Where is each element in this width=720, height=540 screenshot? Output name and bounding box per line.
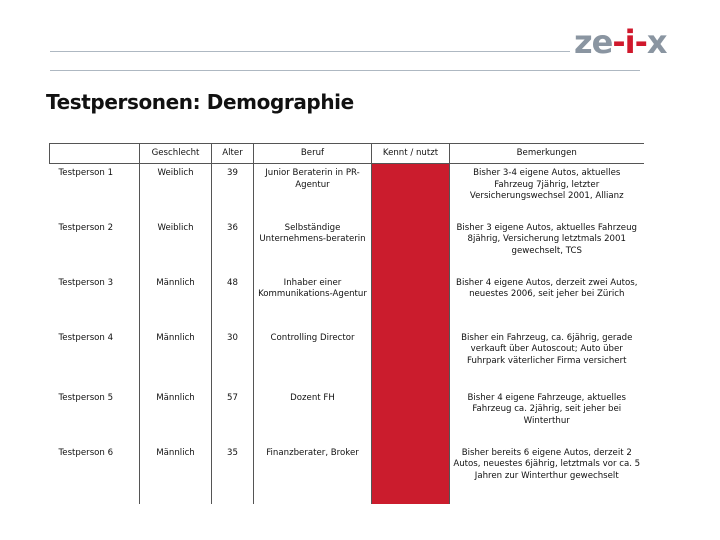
row-person: Testperson 5: [50, 389, 140, 444]
row-gender: Männlich: [140, 329, 212, 389]
demographics-table: [49, 143, 644, 504]
row-gender: Weiblich: [140, 219, 212, 274]
table-row: [50, 274, 644, 329]
row-person: Testperson 1: [50, 164, 140, 219]
table-header-row: [50, 144, 644, 164]
row-job: Controlling Director: [254, 329, 372, 389]
table-row: [50, 329, 644, 389]
row-job: Finanzberater, Broker: [254, 444, 372, 504]
row-job: Inhaber einer Kommunikations-Agentur: [254, 274, 372, 329]
row-age: 30: [212, 329, 254, 389]
row-age: 39: [212, 164, 254, 219]
row-gender: Weiblich: [140, 164, 212, 219]
row-job: Junior Beraterin in PR-Agentur: [254, 164, 372, 219]
row-notes: Bisher 3-4 eigene Autos, aktuelles Fahrzeug 7jährig, letzter Versicherungswechsel 2001, Allianz: [469, 168, 624, 201]
row-gender: Männlich: [140, 274, 212, 329]
row-notes: Bisher ein Fahrzeug, ca. 6jährig, gerade verkauft über Autoscout; Auto über Fuhrpark väterlicher Firma versichert: [461, 332, 633, 366]
row-gender: Männlich: [140, 389, 212, 444]
row-notes: Bisher bereits 6 eigene Autos, derzeit 2 Autos, neuestes 6jährig, letztmals vor ca. 5 Jahren zur Winterthur gewechselt: [453, 447, 641, 481]
row-age: 36: [212, 219, 254, 274]
row-person: Testperson 6: [50, 444, 140, 504]
column-header: Alter: [212, 144, 254, 164]
row-gender: Männlich: [140, 444, 212, 504]
row-job: Dozent FH: [254, 389, 372, 444]
table-row: [50, 389, 644, 444]
column-header: [50, 144, 140, 164]
zeix-logo: [574, 24, 674, 60]
row-person: Testperson 2: [50, 219, 140, 274]
row-age: 57: [212, 389, 254, 444]
page-title: Testpersonen: Demographie: [46, 90, 354, 114]
column-header: Geschlecht: [140, 144, 212, 164]
table-row: [50, 219, 644, 274]
row-notes: Bisher 3 eigene Autos, aktuelles Fahrzeug 8jährig, Versicherung letztmals 2001 gewechselt, TCS: [456, 222, 637, 256]
kennt-nutzt-redacted-block: [372, 164, 450, 504]
row-person: Testperson 3: [50, 274, 140, 329]
row-age: 48: [212, 274, 254, 329]
column-header: Beruf: [254, 144, 372, 164]
row-person: Testperson 4: [50, 329, 140, 389]
table-row: [50, 164, 644, 219]
column-header: Kennt / nutzt: [372, 144, 450, 164]
title-rule: [50, 70, 640, 71]
row-notes: Bisher 4 eigene Autos, derzeit zwei Autos, neuestes 2006, seit jeher bei Zürich: [456, 277, 638, 299]
table-row: [50, 444, 644, 504]
logo-text: ze: [574, 23, 613, 61]
column-header: Bemerkungen: [450, 144, 644, 164]
row-notes: Bisher 4 eigene Fahrzeuge, aktuelles Fahrzeug ca. 2jährig, seit jeher bei Winterthur: [467, 392, 627, 426]
row-age: 35: [212, 444, 254, 504]
header-rule: [50, 51, 570, 52]
row-job: Selbständige Unternehmens-beraterin: [254, 219, 372, 274]
logo-arrow-icon: -i-: [612, 23, 647, 61]
logo-text-end: x: [646, 23, 667, 61]
